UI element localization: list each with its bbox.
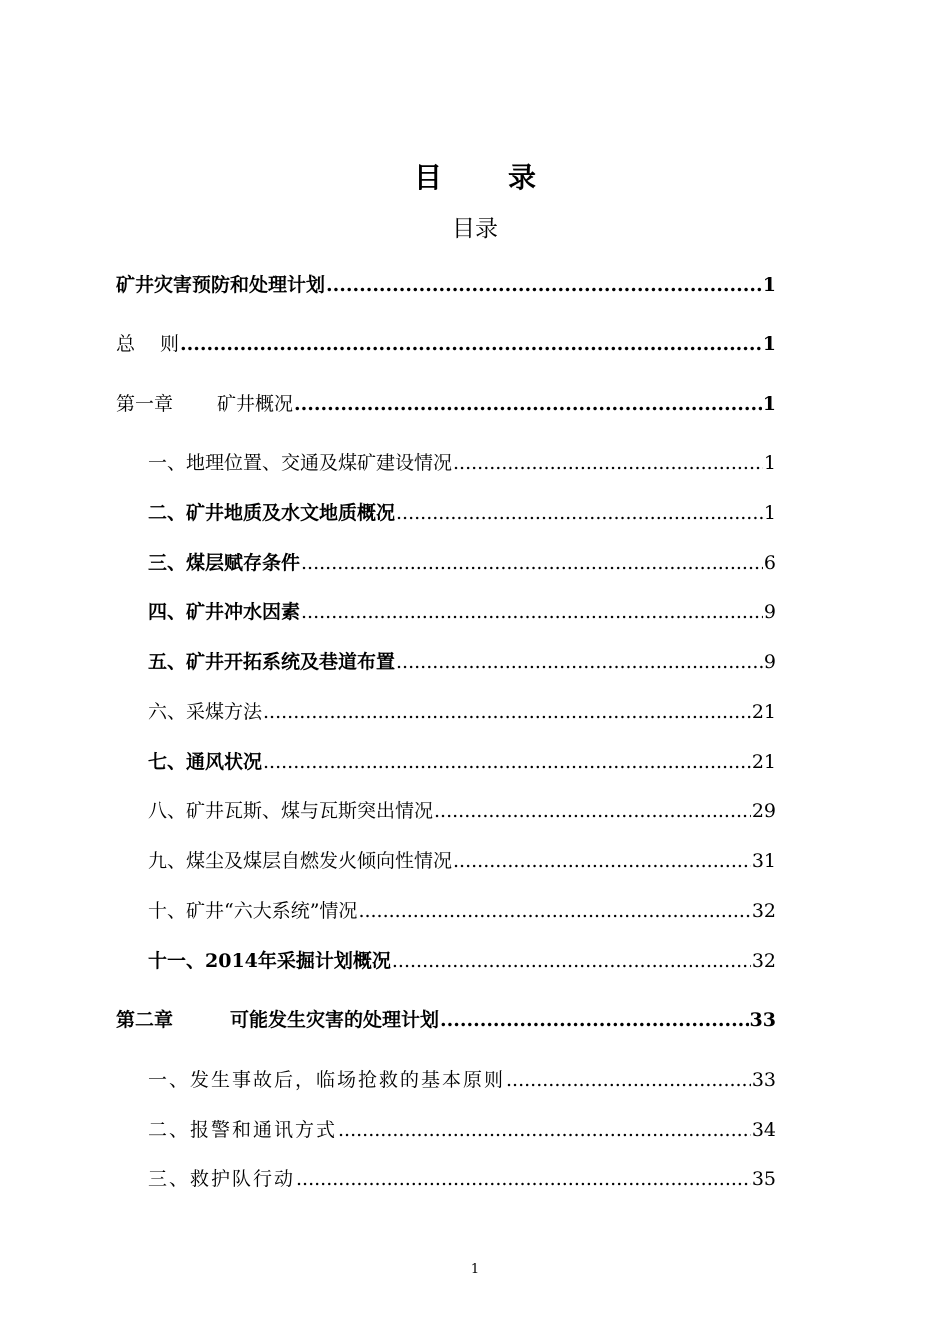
toc-entry-1-1[interactable] bbox=[148, 450, 776, 476]
toc-entry-page: 32 bbox=[751, 950, 776, 972]
toc-entry-label: 十、矿井“六大系统”情况 bbox=[148, 900, 358, 922]
toc-entry-label: 一、发生事故后，临场抢救的基本原则 bbox=[148, 1069, 506, 1091]
toc-entry-label: 一、地理位置、交通及煤矿建设情况 bbox=[148, 452, 453, 474]
toc-entry-1-11[interactable] bbox=[148, 948, 776, 974]
toc-leader-dots bbox=[301, 599, 763, 625]
toc-entry-label: 矿井灾害预防和处理计划 bbox=[116, 274, 326, 296]
toc-entry-page: 29 bbox=[751, 800, 776, 822]
toc-entry-chapter-1[interactable] bbox=[116, 391, 776, 417]
toc-entry-2-1[interactable] bbox=[148, 1067, 776, 1093]
toc-entry-page: 34 bbox=[751, 1119, 776, 1141]
toc-entry-2-3[interactable] bbox=[148, 1166, 776, 1192]
toc-leader-dots bbox=[440, 1007, 749, 1033]
toc-entry-page: 32 bbox=[751, 900, 776, 922]
toc-leader-dots bbox=[396, 500, 763, 526]
toc-entry-label: 五、矿井开拓系统及巷道布置 bbox=[148, 651, 396, 673]
toc-leader-dots bbox=[301, 550, 763, 576]
toc-entry-label: 二、矿井地质及水文地质概况 bbox=[148, 502, 396, 524]
toc-entry-page: 33 bbox=[749, 1009, 776, 1031]
toc-entry-1-2[interactable] bbox=[148, 500, 776, 526]
toc-leader-dots bbox=[506, 1067, 751, 1093]
toc-entry-label: 六、采煤方法 bbox=[148, 701, 263, 723]
toc-leader-dots bbox=[392, 948, 751, 974]
title-char-1: 目 bbox=[413, 161, 442, 194]
toc-entry-label: 四、矿井冲水因素 bbox=[148, 601, 301, 623]
toc-leader-dots bbox=[326, 272, 762, 298]
toc-entry-page: 6 bbox=[763, 552, 776, 574]
toc-leader-dots bbox=[294, 391, 762, 417]
toc-main-title bbox=[0, 156, 950, 196]
toc-entry-page: 35 bbox=[751, 1168, 776, 1190]
toc-entry-label: 第一章 矿井概况 bbox=[116, 393, 294, 415]
toc-entry-page: 21 bbox=[751, 751, 776, 773]
toc-entry-page: 9 bbox=[763, 651, 776, 673]
toc-entry-chapter-2[interactable] bbox=[116, 1007, 776, 1033]
toc-entry-page: 1 bbox=[762, 274, 776, 296]
toc-entry-1-8[interactable] bbox=[148, 798, 776, 824]
toc-entry-label: 二、报警和通讯方式 bbox=[148, 1119, 338, 1141]
toc-leader-dots bbox=[453, 450, 763, 476]
toc-entry-1-10[interactable] bbox=[148, 898, 776, 924]
toc-entry-label: 七、通风状况 bbox=[148, 751, 263, 773]
toc-entry-plan[interactable] bbox=[116, 272, 776, 298]
toc-entry-label: 八、矿井瓦斯、煤与瓦斯突出情况 bbox=[148, 800, 434, 822]
toc-entry-2-2[interactable] bbox=[148, 1117, 776, 1143]
toc-entry-1-6[interactable] bbox=[148, 699, 776, 725]
title-char-2: 录 bbox=[508, 161, 537, 194]
toc-entry-1-4[interactable] bbox=[148, 599, 776, 625]
toc-entry-page: 1 bbox=[763, 452, 776, 474]
toc-entry-page: 1 bbox=[762, 333, 776, 355]
toc-entry-page: 31 bbox=[751, 850, 776, 872]
toc-leader-dots bbox=[358, 898, 750, 924]
toc-leader-dots bbox=[296, 1166, 751, 1192]
toc-leader-dots bbox=[180, 331, 762, 357]
toc-entry-label: 三、救护队行动 bbox=[148, 1168, 296, 1190]
toc-entry-page: 9 bbox=[763, 601, 776, 623]
toc-entry-1-9[interactable] bbox=[148, 848, 776, 874]
toc-entry-label: 三、煤层赋存条件 bbox=[148, 552, 301, 574]
toc-entry-1-7[interactable] bbox=[148, 749, 776, 775]
toc-entry-label: 九、煤尘及煤层自燃发火倾向性情况 bbox=[148, 850, 453, 872]
toc-entry-page: 1 bbox=[762, 393, 776, 415]
toc-entry-label: 总 则 bbox=[116, 333, 180, 355]
toc-entry-label: 第二章 可能发生灾害的处理计划 bbox=[116, 1009, 440, 1031]
toc-leader-dots bbox=[434, 798, 751, 824]
toc-leader-dots bbox=[338, 1117, 751, 1143]
toc-leader-dots bbox=[263, 699, 751, 725]
toc-entry-page: 1 bbox=[763, 502, 776, 524]
toc-entry-page: 33 bbox=[751, 1069, 776, 1091]
toc-entry-page: 21 bbox=[751, 701, 776, 723]
page-number-footer: 1 bbox=[470, 1262, 480, 1277]
toc-leader-dots bbox=[453, 848, 751, 874]
toc-entry-1-3[interactable] bbox=[148, 550, 776, 576]
toc-leader-dots bbox=[263, 749, 751, 775]
toc-entry-label: 十一、2014年采掘计划概况 bbox=[148, 950, 391, 972]
toc-leader-dots bbox=[396, 649, 763, 675]
toc-entry-general[interactable] bbox=[116, 331, 776, 357]
toc-entry-1-5[interactable] bbox=[148, 649, 776, 675]
toc-subtitle: 目录 bbox=[452, 216, 498, 242]
